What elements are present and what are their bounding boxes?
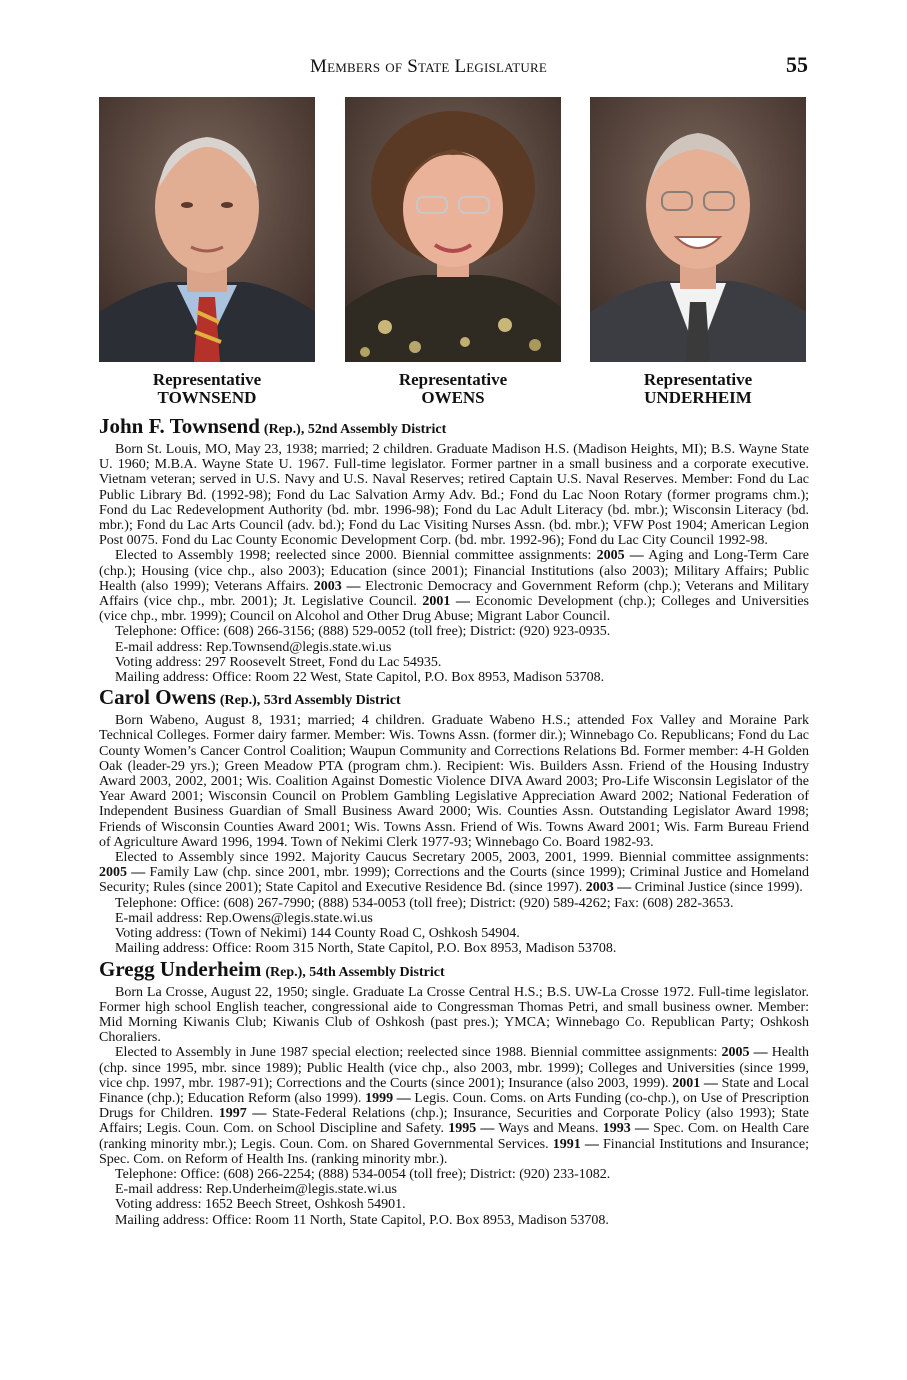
member-service [99, 548, 809, 624]
session-year: 2005 — [99, 865, 146, 881]
session-text: Family Law (chp. since 2001, mbr. 1999); Corrections and the Courts (since 1999); Criminal Justice and Homeland Security; Rules (since 2001); State Capitol and Executive Residence Bd. (since 1997). [99, 865, 810, 896]
session-year: 2005 — [596, 548, 644, 564]
portrait-photo-icon [590, 97, 806, 362]
member-email: E-mail address: Rep.Owens@legis.state.wi.us [115, 910, 373, 926]
portrait-caption-underheim [590, 371, 806, 407]
member-name: John F. Townsend [99, 414, 260, 438]
portrait-photo-icon [345, 97, 561, 362]
member-heading [99, 414, 809, 442]
session-year: 1993 — [602, 1121, 649, 1137]
member-party-district: (Rep.), 54th Assembly District [265, 964, 445, 980]
caption-surname: TOWNSEND [157, 388, 257, 407]
caption-title: Representative [398, 370, 508, 389]
session-year: 2005 — [721, 1045, 768, 1061]
member-heading [99, 957, 809, 985]
session-text: Electronic Democracy and Government Reform (chp.); Veterans and Military Affairs (vice chp., mbr. 2001); Jt. Legislative Council. [99, 578, 810, 610]
running-title: Members of State Legislature [310, 56, 547, 77]
member-bio-townsend [99, 414, 809, 685]
service-intro: Elected to Assembly since 1992. Majority Caucus Secretary 2005, 2003, 2001, 1999. Biennial committee assignments: [115, 850, 809, 866]
session-text: Financial Institutions and Insurance; Spec. Com. on Reform of Health Ins. (ranking minority mbr.). [99, 1136, 810, 1167]
member-voting-address: Voting address: 1652 Beech Street, Oshkosh 54901. [115, 1197, 406, 1213]
page-number: 55 [786, 52, 808, 77]
member-biographies [99, 414, 809, 1228]
session-year: 2003 — [313, 578, 361, 594]
caption-title: Representative [643, 370, 753, 389]
session-year: 2001 — [672, 1075, 718, 1091]
member-party-district: (Rep.), 53rd Assembly District [219, 693, 401, 709]
member-email: E-mail address: Rep.Underheim@legis.state.wi.us [115, 1182, 397, 1198]
member-telephone: Telephone: Office: (608) 266-2254; (888) 534-0054 (toll free); District: (920) 233-1082. [115, 1166, 611, 1182]
session-text: Economic Development (chp.); Colleges and Universities (vice chp., mbr. 1999); Council on Alcohol and Other Drug Abuse; Migrant Labor Council. [99, 594, 809, 625]
page-header [0, 52, 907, 82]
member-email: E-mail address: Rep.Townsend@legis.state.wi.us [115, 639, 392, 655]
session-text: Health (chp. since 1995, mbr. since 1989); Public Health (vice chp., also 2003, mbr. 1999); Colleges and Universities (since 1999, vice chp. 1997, mbr. 1987-91); Corrections and the Courts (since 2001); Insurance (also 2003, 1999). [99, 1045, 810, 1091]
member-name: Carol Owens [99, 685, 216, 710]
session-text: Aging and Long-Term Care (chp.); Housing (vice chp., also 2003); Education (since 2001); Financial Institutions (also 2003); Military Affairs; Public Health (also 1999); Veterans Affairs. [99, 548, 810, 594]
member-service [99, 850, 809, 896]
service-intro: Elected to Assembly in June 1987 special election; reelected since 1988. Biennial committee assignments: [115, 1045, 718, 1061]
caption-title: Representative [152, 370, 262, 389]
session-text: Spec. Com. on Health Care (ranking minority mbr.); Legis. Coun. Com. on Shared Governmental Services. [99, 1121, 810, 1152]
portrait-photo-icon [99, 97, 315, 362]
session-text: Legis. Coun. Coms. on Arts Funding (co-chp.), on Use of Prescription Drugs for Children. [99, 1090, 810, 1122]
service-intro: Elected to Assembly 1998; reelected since 2000. Biennial committee assignments: [115, 548, 592, 564]
session-year: 2003 — [585, 880, 632, 896]
session-year: 1991 — [552, 1136, 599, 1152]
session-year: 1997 — [218, 1106, 267, 1122]
member-heading [99, 685, 809, 713]
member-mailing-address: Mailing address: Office: Room 315 North, State Capitol, P.O. Box 8953, Madison 53708. [115, 941, 617, 957]
portrait-owens [345, 97, 561, 362]
session-text: Ways and Means. [498, 1121, 599, 1137]
member-background: Born St. Louis, MO, May 23, 1938; married; 2 children. Graduate Madison H.S. (Madison Heights, MI); B.S. Wayne State U. 1960; M.B.A. Wayne State U. 1967. Full-time legislator. Former partner in a small business and a corporate executive. Vietnam veteran; served in U.S. Navy and U.S. Naval Reserves; retired Captain U.S. Naval Reserves. Member: Fond du Lac Public Library Bd. (1992-98); Fond du Lac Salvation Army Adv. Bd.; Fond du Lac Noon Rotary (former programs chm.); Fond du Lac Redevelopment Authority (bd. mbr. 1996-98); Fond du Lac Adult Literacy (bd. mbr.); Wisconsin Literacy (bd. mbr.); Fond du Lac Arts Council (adv. bd.); Fond du Lac Visiting Nurses Assn. (bd. mbr.); VFW Post 1904; American Legion Post 0075. Fond du Lac County Economic Development Corp. (bd. mbr. 1992-96); Fond du Lac City Council 1992-98. [99, 442, 809, 549]
member-telephone: Telephone: Office: (608) 266-3156; (888) 529-0052 (toll free); District: (920) 923-0935. [115, 624, 611, 640]
member-mailing-address: Mailing address: Office: Room 11 North, State Capitol, P.O. Box 8953, Madison 53708. [115, 1212, 609, 1228]
member-telephone: Telephone: Office: (608) 267-7990; (888) 534-0053 (toll free); District: (920) 589-4262; Fax: (608) 282-3653. [115, 895, 734, 911]
member-name: Gregg Underheim [99, 956, 262, 981]
portrait-townsend [99, 97, 315, 362]
session-text: State and Local Finance (chp.); Education Reform (also 1999). [99, 1075, 810, 1106]
member-background: Born Wabeno, August 8, 1931; married; 4 children. Graduate Wabeno H.S.; attended Fox Valley and Moraine Park Technical Colleges. Former dairy farmer. Member: Wis. Towns Assn. (former dir.); Winnebago Co. Republicans; Fond du Lac County Women’s Cancer Control Coalition; Waupun Community and Corrections Relations Bd. Former member: 4-H Golden Oak (leader-29 yrs.); Green Meadow PTA (program chm.). Recipient: Wis. Builders Assn. Friend of the Housing Industry Award 2003, 2002, 2001; Wis. Coalition Against Domestic Violence DIVA Award 2003; Pro-Life Wisconsin Legislator of the Year Award 2001; Wisconsin Council on Problem Gambling Legislative Appreciation Award 2002; National Federation of Independent Business Guardian of Small Business Award 2000; Wis. Counties Assn. Outstanding Legislator Award 1998; Friends of Wisconsin Counties Award 2001; Wis. Towns Assn. Friend of Wis. Towns Award 2001; Wis. Farm Bureau Friend of Agriculture Award 1996, 1994. Town of Nekimi Clerk 1977-93; Winnebago Co. Board 1982-93. [99, 713, 809, 850]
session-year: 1999 — [365, 1090, 411, 1106]
member-mailing-address: Mailing address: Office: Room 22 West, State Capitol, P.O. Box 8953, Madison 53708. [115, 670, 605, 686]
member-voting-address: Voting address: 297 Roosevelt Street, Fond du Lac 54935. [115, 654, 442, 670]
caption-surname: UNDERHEIM [644, 388, 752, 407]
member-bio-underheim [99, 957, 809, 1228]
session-year: 1995 — [448, 1121, 495, 1137]
member-voting-address: Voting address: (Town of Nekimi) 144 County Road C, Oshkosh 54904. [115, 926, 520, 942]
portrait-caption-townsend [99, 371, 315, 407]
member-background: Born La Crosse, August 22, 1950; single. Graduate La Crosse Central H.S.; B.S. UW-La Crosse 1972. Full-time legislator. Former high school English teacher, congressional aide to Congressman Thomas Petri, and small business owner. Member: Mid Morning Kiwanis Club; Kiwanis Club of Oshkosh (past pres.); YMCA; Winnebago Co. Republican Party; Oshkosh Choraliers. [99, 984, 809, 1046]
member-party-district: (Rep.), 52nd Assembly District [263, 422, 447, 437]
session-year: 2001 — [422, 594, 470, 610]
portrait-underheim [590, 97, 806, 362]
session-text: State-Federal Relations (chp.); Insurance, Securities and Corporate Policy (also 1993); State Affairs; Legis. Coun. Com. on School Discipline and Safety. [99, 1106, 809, 1137]
member-bio-owens [99, 685, 809, 956]
caption-surname: OWENS [421, 388, 485, 407]
portrait-caption-owens [345, 371, 561, 407]
member-service [99, 1045, 809, 1167]
session-text: Criminal Justice (since 1999). [634, 880, 803, 896]
